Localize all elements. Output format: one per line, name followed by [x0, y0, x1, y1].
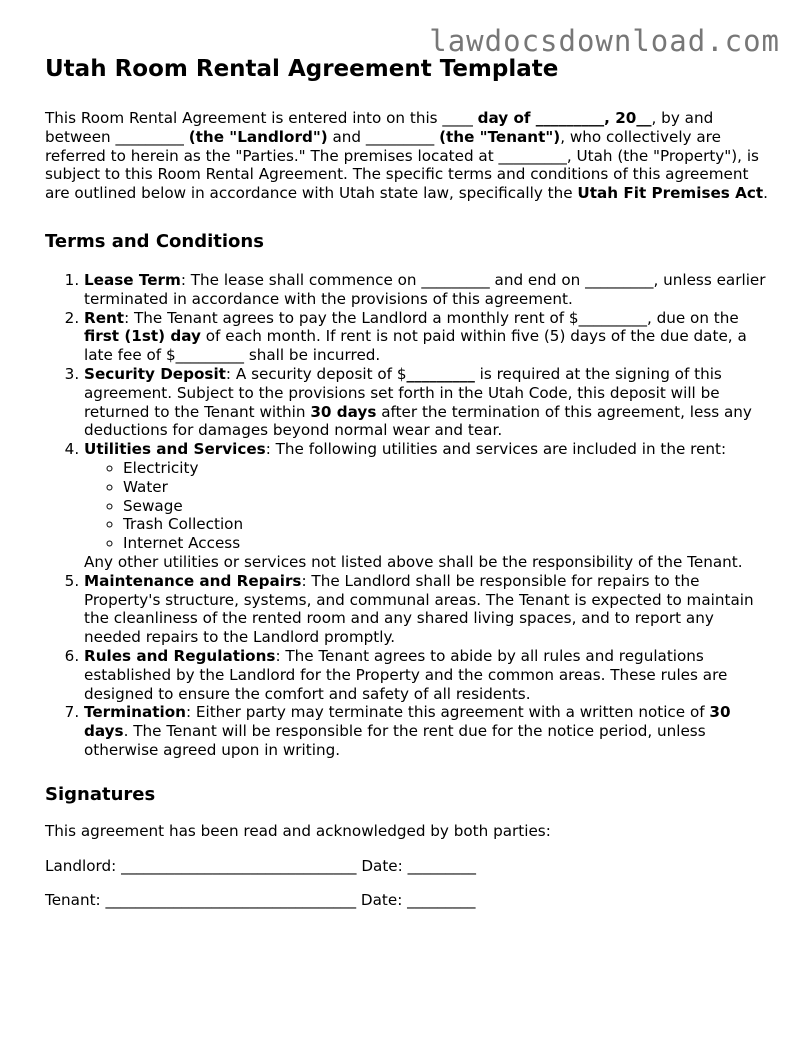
term-rules-label: Rules and Regulations: [84, 646, 276, 665]
term-deposit-text-2: is required at the signing of this agreement. Subject to the provisions set forth in the Utah Code, this deposit will be returned to the Tenant within: [84, 364, 722, 421]
term-lease-label: Lease Term: [84, 270, 181, 289]
term-termination-label: Termination: [84, 703, 186, 722]
signatures-intro: This agreement has been read and acknowledged by both parties:: [45, 821, 551, 840]
term-deposit-amount-blank: _________: [406, 364, 475, 383]
utility-item: ◦ Electricity: [123, 459, 770, 478]
term-termination-text-1: : Either party may terminate this agreement with a written notice of: [185, 703, 710, 722]
term-deposit-days: 30 days: [310, 402, 377, 421]
utility-item: ◦ Internet Access: [123, 534, 770, 553]
tenant-signature-line: Tenant: _________________________________ Date: _________: [45, 891, 476, 910]
watermark: lawdocsdownload.com: [429, 24, 780, 58]
term-maintenance-label: Maintenance and Repairs: [84, 571, 302, 590]
intro-text-3: and _________: [327, 127, 440, 146]
utility-item: ◦ Trash Collection: [123, 515, 770, 534]
intro-act-name: Utah Fit Premises Act: [577, 184, 764, 203]
intro-text-5: .: [763, 184, 768, 203]
term-deposit-text-3: after the termination of this agreement, less any deductions for damages beyond normal wear and tear.: [84, 402, 752, 440]
term-deposit-label: Security Deposit: [84, 364, 226, 383]
intro-text-1: This Room Rental Agreement is entered into on this ____: [45, 109, 478, 127]
utilities-list: [84, 459, 770, 553]
term-rules-text: : The Tenant agrees to abide by all rules and regulations established by the Landlord for the Property and the common areas. These rules are designed to ensure the comfort and safety of all residents.: [84, 646, 728, 703]
term-termination: [84, 703, 770, 759]
term-maintenance-text: : The Landlord shall be responsible for repairs to the Property's structure, systems, and communal areas. The Tenant is expected to maintain the cleanliness of the rented room and any shared living spaces, and to report any needed repairs to the Landlord promptly.: [84, 571, 754, 647]
document-title: Utah Room Rental Agreement Template: [45, 56, 559, 82]
term-termination-days: 30 days: [84, 703, 731, 741]
term-deposit-text-1: : A security deposit of $: [225, 364, 407, 383]
intro-text-4: , who collectively are referred to herein as the "Parties." The premises located at _________, Utah (the "Property"), is subject to this Room Rental Agreement. The specific terms and conditions of this agreement are outlined below in accordance with Utah state law, specifically the: [45, 127, 759, 203]
term-maintenance: [84, 572, 770, 647]
utility-item: ◦ Water: [123, 478, 770, 497]
term-rent-label: Rent: [84, 308, 125, 327]
term-utilities-after: Any other utilities or services not listed above shall be the responsibility of the Tenant.: [84, 552, 743, 571]
intro-paragraph: [45, 109, 770, 203]
term-utilities-label: Utilities and Services: [84, 440, 266, 459]
term-rent-text-1: : The Tenant agrees to pay the Landlord a monthly rent of $_________, due on the: [124, 308, 739, 327]
term-rent-text-2: of each month. If rent is not paid within five (5) days of the due date, a late fee of $_________ shall be incurred.: [84, 327, 747, 365]
landlord-signature-line: Landlord: _______________________________ Date: _________: [45, 856, 476, 875]
term-termination-text-2: . The Tenant will be responsible for the rent due for the notice period, unless otherwise agreed upon in writing.: [84, 722, 706, 759]
intro-date-blank: day of _________, 20__: [477, 109, 652, 127]
term-rent-due-day: first (1st) day: [84, 327, 201, 346]
term-utilities-text: : The following utilities and services are included in the rent:: [265, 440, 727, 459]
intro-text-2: , by and between _________: [45, 109, 714, 146]
term-lease: [84, 271, 770, 309]
utility-item: ◦ Sewage: [123, 497, 770, 516]
terms-list: [45, 271, 770, 760]
term-deposit: [84, 365, 770, 440]
terms-heading: Terms and Conditions: [45, 230, 264, 252]
intro-tenant-label: (the "Tenant"): [439, 127, 561, 146]
term-rules: [84, 647, 770, 703]
intro-landlord-label: (the "Landlord"): [188, 127, 328, 146]
document-page: [45, 54, 770, 926]
term-rent: [84, 309, 770, 365]
term-lease-text: : The lease shall commence on _________ and end on _________, unless earlier terminated in accordance with the provisions of this agreement.: [84, 270, 766, 308]
term-utilities: [84, 440, 770, 572]
signatures-heading: Signatures: [45, 783, 156, 805]
